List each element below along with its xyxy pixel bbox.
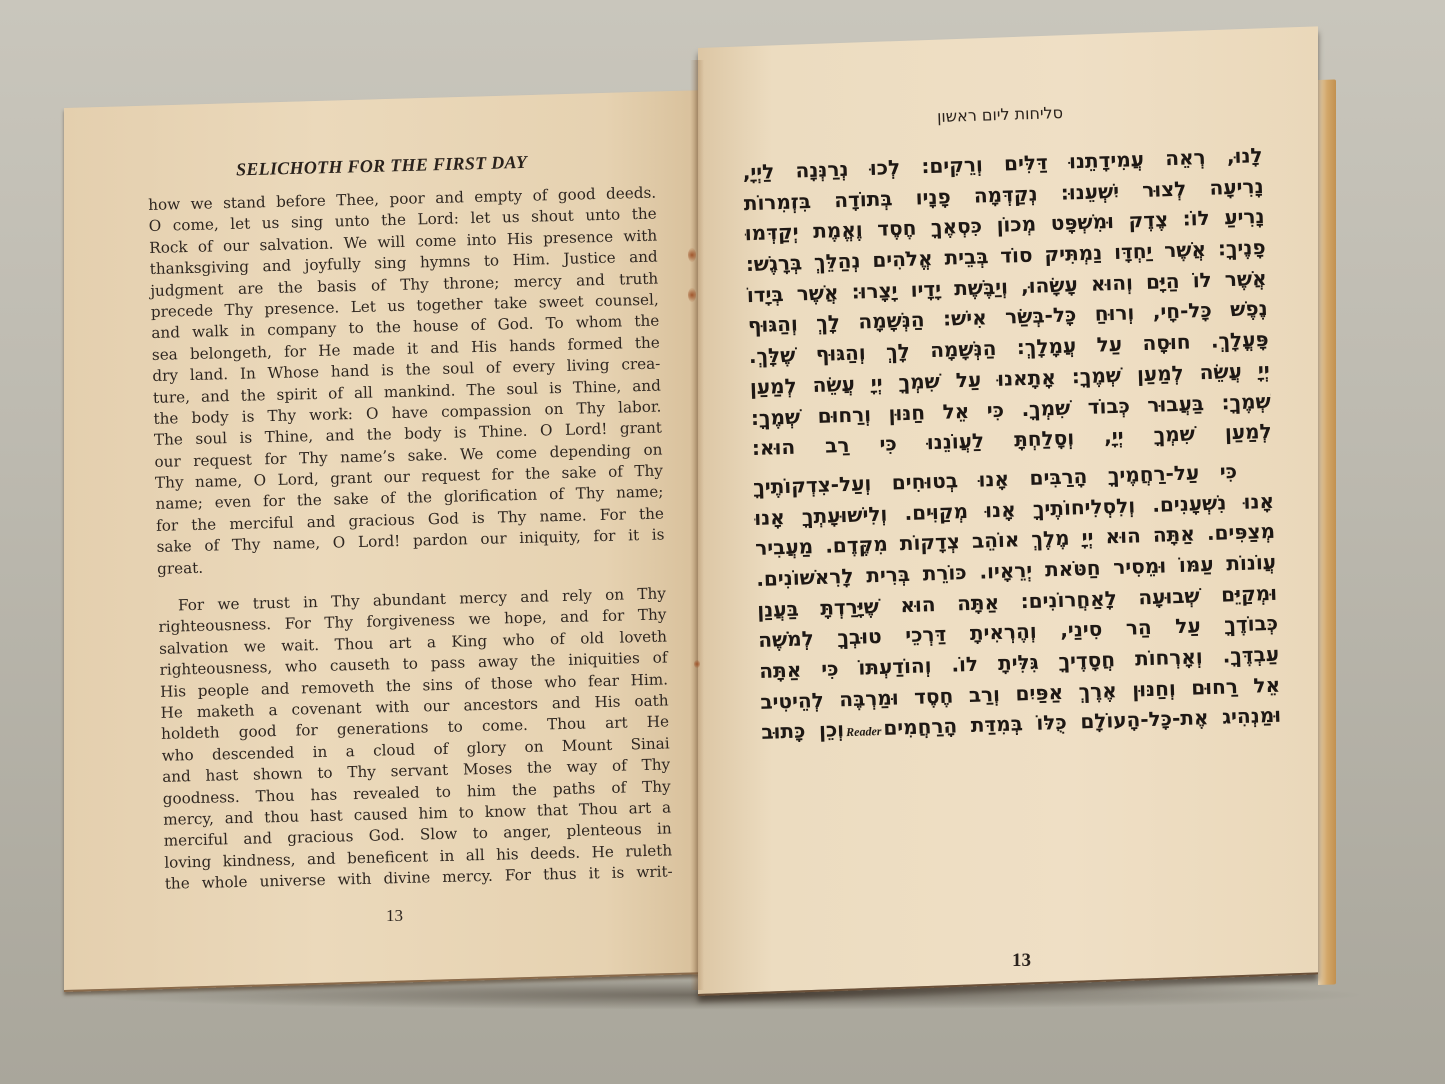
hebrew-line: לָנוּ, רְאֵה עֲמִידָתֵנוּ דַּלִּים וְרֵקִים: לְכוּ נְרַנְּנָה לַיְיָ, xyxy=(742,142,1263,185)
stain-mark xyxy=(688,248,696,262)
text-line: judgment are the basis of Thy throne; mercy and truth xyxy=(150,269,659,300)
page-number-right: 13 xyxy=(1012,950,1031,971)
hebrew-line: שְׁמֶךָ: בַּעֲבוּר כְּבוֹד שִׁמְךָ. כִּי אֵל חַנּוּן וְרַחוּם שְׁמֶךָ: xyxy=(750,388,1272,430)
paragraph-2 xyxy=(158,584,673,896)
hebrew-line: נָרִיעַ לוֹ: צֶדֶק וּמִשְׁפָּט מְכוֹן כִּסְאֶךָ חֶסֶד וֶאֱמֶת יְקַדְּמוּ xyxy=(744,204,1265,246)
text-line: dry land. In Whose hand is the soul of every living crea- xyxy=(152,354,661,386)
reader-cue-label: Reader xyxy=(845,724,882,740)
text-line: His people and removeth the sins of those who fear Him. xyxy=(159,670,669,701)
hebrew-line: כְּבוֹדֶךָ עַל הַר סִינַי, וְהֶרְאִיתָ דַּרְכֵי טוּבְךָ לְמֹשֶׁה xyxy=(757,611,1279,653)
booklet-cover-edge xyxy=(1318,79,1336,985)
hebrew-line: פָנֶיךָ: אֲשֶׁר יַחְדָּו נַמְתִּיק סוֹד בְּבֵית אֱלֹהִים נְהַלֵּךְ בְּרָגֶשׁ: xyxy=(745,235,1266,277)
hebrew-line: מְצַפִּים. אַתָּה הוּא יְיָ מֶלֶךְ אוֹהֵב צְדָקוֹת מִקֶּדֶם. מַעֲבִיר xyxy=(754,519,1276,561)
hebrew-line: אָנוּ נִשְׁעָנִים. וְלִסְלִיחוֹתֶיךָ אָנוּ מְקַוִּים. וְלִישׁוּעָתְךָ אָנוּ xyxy=(753,488,1275,530)
text-line: great. xyxy=(156,558,204,578)
hebrew-paragraph-1 xyxy=(742,140,1272,464)
text-line: righteousness. For Thy forgiveness we hope, and for Thy xyxy=(158,605,667,637)
text-line: Rock of our salvation. We will come into His presence with xyxy=(149,226,658,257)
hebrew-line: אֲשֶׁר לוֹ הַיָּם וְהוּא עָשָׂהוּ, וְיַבֶּשֶׁת יָדָיו יָצָרוּ: אֲשֶׁר בְּיָדוֹ xyxy=(746,265,1267,307)
text-line: He maketh a covenant with our ancestors and His oath xyxy=(160,691,669,722)
text-line: merciful and gracious God. Slow to anger, plenteous in xyxy=(163,819,672,851)
text-line: goodness. Thou has revealed to him the paths of Thy xyxy=(162,776,671,808)
hebrew-line: כִּי עַל-רַחֲמֶיךָ הָרַבִּים אָנוּ בְטוּחִים וְעַל-צִדְקוֹתֶיךָ xyxy=(752,458,1238,499)
text-line: and hast shown to Thy servant Moses the way of Thy xyxy=(162,755,671,786)
text-line: O come, let us sing unto the Lord: let us shout unto the xyxy=(148,204,657,236)
paragraph-1 xyxy=(148,183,665,580)
text-line: sea belongeth, for He made it and His hands formed the xyxy=(151,333,660,364)
hebrew-paragraph-2 xyxy=(753,455,1282,748)
spine-fold xyxy=(690,60,704,990)
text-line: The soul is Thine, and the body is Thine. O Lord! grant xyxy=(153,418,663,450)
text-line: righteousness, who causeth to pass away the iniquities of xyxy=(159,648,668,680)
text-line: who descended in a cloud of glory on Mount Sinai xyxy=(161,734,670,765)
running-head-hebrew: סליחות ליום ראשון xyxy=(936,103,1064,126)
text-line: For we trust in Thy abundant mercy and rely on Thy xyxy=(177,584,667,615)
text-line: name; even for the sake of the glorification of Thy name; xyxy=(155,482,664,514)
page-number-left: 13 xyxy=(386,906,403,925)
text-line: thanksgiving and joyfully sing hymns to Him. Justice and xyxy=(149,247,658,279)
hebrew-line: פָּעֳלָךְ. חוּסָה עַל עֲמָלָךְ: הַנְּשָׁמָה לָךְ וְהַגּוּף שֶׁלָּךְ. xyxy=(748,327,1269,369)
text-line: precede Thy presence. Let us together take sweet counsel, xyxy=(150,290,659,321)
text-line: Thy name, O Lord, grant our request for the sake of Thy xyxy=(154,461,664,492)
text-line: sake of Thy name, O Lord! pardon our iniquity, for it is xyxy=(156,525,665,557)
stain-mark xyxy=(688,288,696,302)
hebrew-line: אֵל רַחוּם וְחַנּוּן אֶרֶךְ אַפַּיִם וְרַב חֶסֶד וּמַרְבֶּה לְהֵיטִיב xyxy=(759,672,1281,714)
text-line: mercy, and thou hast caused him to know that Thou art a xyxy=(163,798,672,829)
hebrew-final-text: וּמַנְהִיג אֶת-כָּל-הָעוֹלָם כֻּלּוֹ בְּמִדַּת הָרַחֲמִים xyxy=(882,703,1282,741)
hebrew-line: נָרִיעָה לְצוּר יִשְׁעֵנוּ: נְקַדְּמָה פָנָיו בְּתוֹדָה בִּזְמִרוֹת xyxy=(743,173,1264,215)
hebrew-line: עֲוֹנוֹת עַמּוֹ וּמֵסִיר חַטֹּאת יְרֵאָיו. כּוֹרֵת בְּרִית לָרִאשׁוֹנִים. xyxy=(755,549,1277,591)
hebrew-line: וּמְקַיֵּם שְׁבוּעָה לָאַחֲרוֹנִים: אַתָּה הוּא שֶׁיָּרַדְתָּ בַּעֲנַן xyxy=(756,580,1278,622)
text-line: the whole universe with divine mercy. For thus it is writ- xyxy=(164,862,673,893)
hebrew-final-tail: וְכֵן כָּתוּב xyxy=(760,717,845,745)
text-line: our request for Thy name’s sake. We come depending on xyxy=(154,440,663,471)
hebrew-line: יְיָ עֲשֵׂה לְמַעַן שְׁמֶךָ: אָתָאנוּ עַל שִׁמְךָ יְיָ עֲשֵׂה לְמַעַן xyxy=(749,357,1271,399)
text-line: holdeth good for generations to come. Thou art He xyxy=(160,712,670,744)
hebrew-line: לְמַעַן שִׁמְךָ יְיָ, וְסָלַחְתָּ לַעֲוֹנֵנוּ כִּי רַב הוּא: xyxy=(751,419,1273,461)
running-head-english: SELICHOTH FOR THE FIRST DAY xyxy=(235,151,528,180)
text-line: how we stand before Thee, poor and empty of good deeds. xyxy=(148,183,657,214)
text-line: and walk in company to the house of God. To whom the xyxy=(151,311,660,343)
text-line: ture, and the spirit of all mankind. The soul is Thine, and xyxy=(152,376,662,407)
text-line: salvation we wait. Thou art a King who of old loveth xyxy=(158,627,668,658)
english-body xyxy=(148,183,673,896)
hebrew-line: נֶפֶשׁ כָּל-חָי, וְרוּחַ כָּל-בְּשַׂר אִישׁ: הַנְּשָׁמָה לָךְ וְהַגּוּף xyxy=(747,296,1268,338)
hebrew-line: עַבְדֶּךָ. וְאָרְחוֹת חֲסָדֶיךָ גִּלִּיתָ לוֹ. וְהוֹדַעְתּוֹ כִּי אַתָּה xyxy=(758,641,1280,683)
hebrew-body xyxy=(742,140,1281,748)
stain-mark xyxy=(694,660,700,668)
text-line: the body is Thy work: O have compassion on Thy labor. xyxy=(153,397,662,428)
text-line: for the merciful and gracious God is Thy name. For the xyxy=(155,504,665,535)
text-line: loving kindness, and beneficent in all his deeds. He ruleth xyxy=(164,841,673,872)
